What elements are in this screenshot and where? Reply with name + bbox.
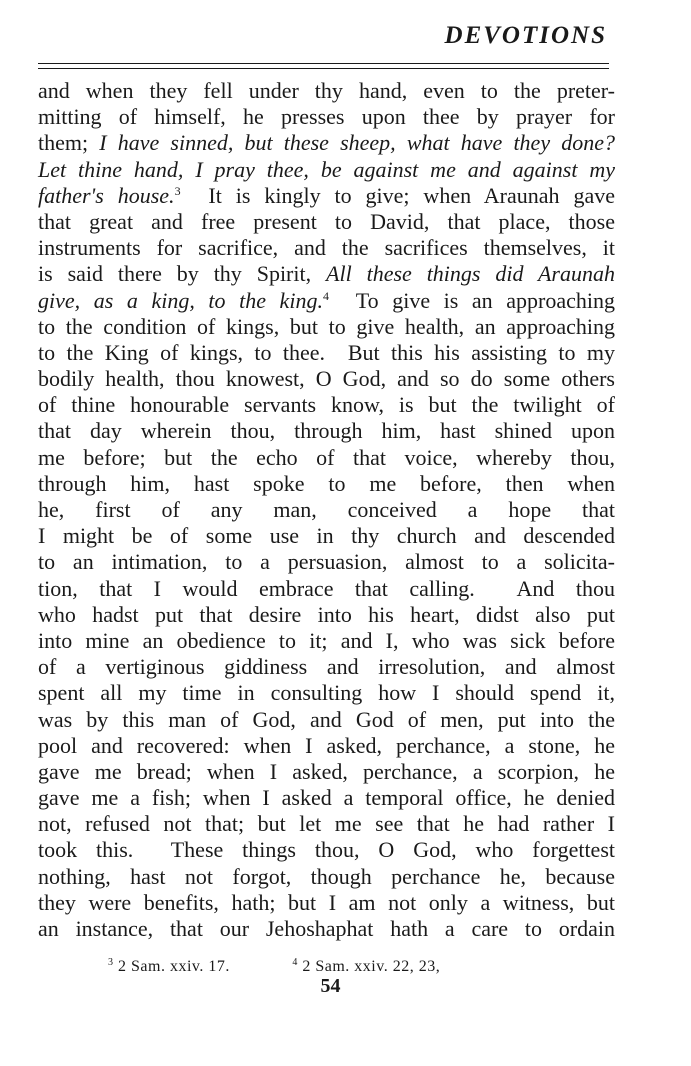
text-segment: I might be of some use in thy church and descended	[38, 523, 615, 549]
text-segment: that great and free present to David, that place, those	[38, 208, 615, 234]
text-line	[38, 628, 615, 654]
italic-quotation: father's house.	[38, 182, 175, 208]
text-segment: he, first of any man, conceived a hope that	[38, 497, 615, 522]
italic-quotation: Let thine hand, I pray thee, be against me and against my	[38, 156, 615, 182]
text-segment: tion, that I would embrace that calling. And thou	[38, 575, 615, 601]
footnote-mark: 4	[292, 957, 298, 968]
text-line	[38, 837, 615, 863]
footnote-4	[292, 958, 440, 975]
text-segment: nothing, hast not forgot, though perchance he, because	[38, 863, 615, 889]
page-number: 54	[320, 975, 341, 997]
text-segment: them;	[38, 130, 100, 156]
text-line	[38, 916, 615, 942]
header-rule-bottom	[38, 68, 609, 69]
italic-quotation: I have sinned, but these sheep, what have they done?	[99, 130, 615, 156]
text-segment: me before; but the echo of that voice, whereby thou,	[38, 444, 615, 470]
text-line	[38, 733, 615, 759]
text-line	[38, 549, 615, 575]
text-segment: gave me bread; when I asked, perchance, a scorpion, he	[38, 758, 615, 784]
text-segment: pool and recovered: when I asked, perchance, a stone, he	[38, 732, 615, 758]
italic-quotation: give, as a king, to the king.	[38, 287, 323, 313]
text-line	[38, 288, 615, 314]
text-segment: of thine honourable servants know, is but the twilight of	[38, 392, 615, 418]
text-line	[38, 235, 615, 261]
text-segment: mitting of himself, he presses upon thee by prayer for	[38, 104, 615, 130]
text-segment: not, refused not that; but let me see that he had rather I	[38, 811, 615, 837]
footnote-3	[108, 958, 230, 975]
text-segment: into mine an obedience to it; and I, who was sick before	[38, 627, 615, 653]
italic-quotation: All these things did Araunah	[326, 261, 615, 287]
footnote-mark: 3	[108, 957, 114, 968]
footnote-reference: 4	[322, 288, 329, 303]
text-segment: they were benefits, hath; but I am not only a witness, but	[38, 889, 615, 915]
text-line	[38, 497, 615, 523]
text-segment: that day wherein thou, through him, hast shined upon	[38, 418, 615, 444]
text-line	[38, 209, 615, 235]
text-segment: To give is an approaching	[328, 287, 615, 313]
text-segment: to an intimation, to a persuasion, almost to a solicita-	[38, 549, 615, 575]
header-rule-top	[38, 63, 609, 64]
text-line	[38, 785, 615, 811]
text-line	[38, 78, 615, 104]
text-segment: instruments for sacrifice, and the sacrifices themselves, it	[38, 235, 615, 261]
text-segment: through him, hast spoke to me before, then when	[38, 470, 615, 496]
text-segment: spent all my time in consulting how I should spend it,	[38, 680, 615, 706]
footnote-text: 2 Sam. xxiv. 22, 23,	[297, 958, 441, 975]
text-line	[38, 183, 615, 209]
text-line	[38, 602, 615, 628]
text-segment: gave me a fish; when I asked a temporal office, he denied	[38, 785, 615, 811]
text-line	[38, 759, 615, 785]
text-line	[38, 864, 615, 890]
text-segment: is said there by thy Spirit,	[38, 261, 327, 287]
text-segment: an instance, that our Jehoshaphat hath a care to ordain	[38, 916, 615, 941]
text-line	[38, 680, 615, 706]
running-title: DEVOTIONS	[444, 22, 607, 49]
footnote-reference: 3	[174, 183, 181, 198]
text-segment: to the condition of kings, but to give health, an approaching	[38, 313, 615, 339]
text-line	[38, 157, 615, 183]
footnote-text: 2 Sam. xxiv. 17.	[113, 958, 230, 975]
text-segment: It is kingly to give; when Araunah gave	[180, 182, 615, 208]
text-segment: who hadst put that desire into his heart, didst also put	[38, 601, 615, 627]
text-line	[38, 314, 615, 340]
text-segment: to the King of kings, to thee. But this his assisting to my	[38, 339, 615, 365]
text-line	[38, 418, 615, 444]
text-line	[38, 445, 615, 471]
text-line	[38, 811, 615, 837]
text-line	[38, 576, 615, 602]
text-line	[38, 654, 615, 680]
text-line	[38, 890, 615, 916]
text-segment: was by this man of God, and God of men, put into the	[38, 706, 615, 732]
text-segment: took this. These things thou, O God, who forgettest	[38, 837, 615, 863]
text-line	[38, 707, 615, 733]
body-text	[38, 78, 615, 942]
text-segment: bodily health, thou knowest, O God, and so do some others	[38, 366, 615, 392]
text-line	[38, 261, 615, 287]
text-line	[38, 392, 615, 418]
text-line	[38, 366, 615, 392]
text-line	[38, 523, 615, 549]
text-segment: of a vertiginous giddiness and irresolution, and almost	[38, 654, 615, 680]
text-line	[38, 104, 615, 130]
footnotes	[108, 958, 440, 976]
text-line	[38, 340, 615, 366]
text-segment: and when they fell under thy hand, even to the preter-	[38, 78, 615, 103]
text-line	[38, 130, 615, 156]
text-line	[38, 471, 615, 497]
